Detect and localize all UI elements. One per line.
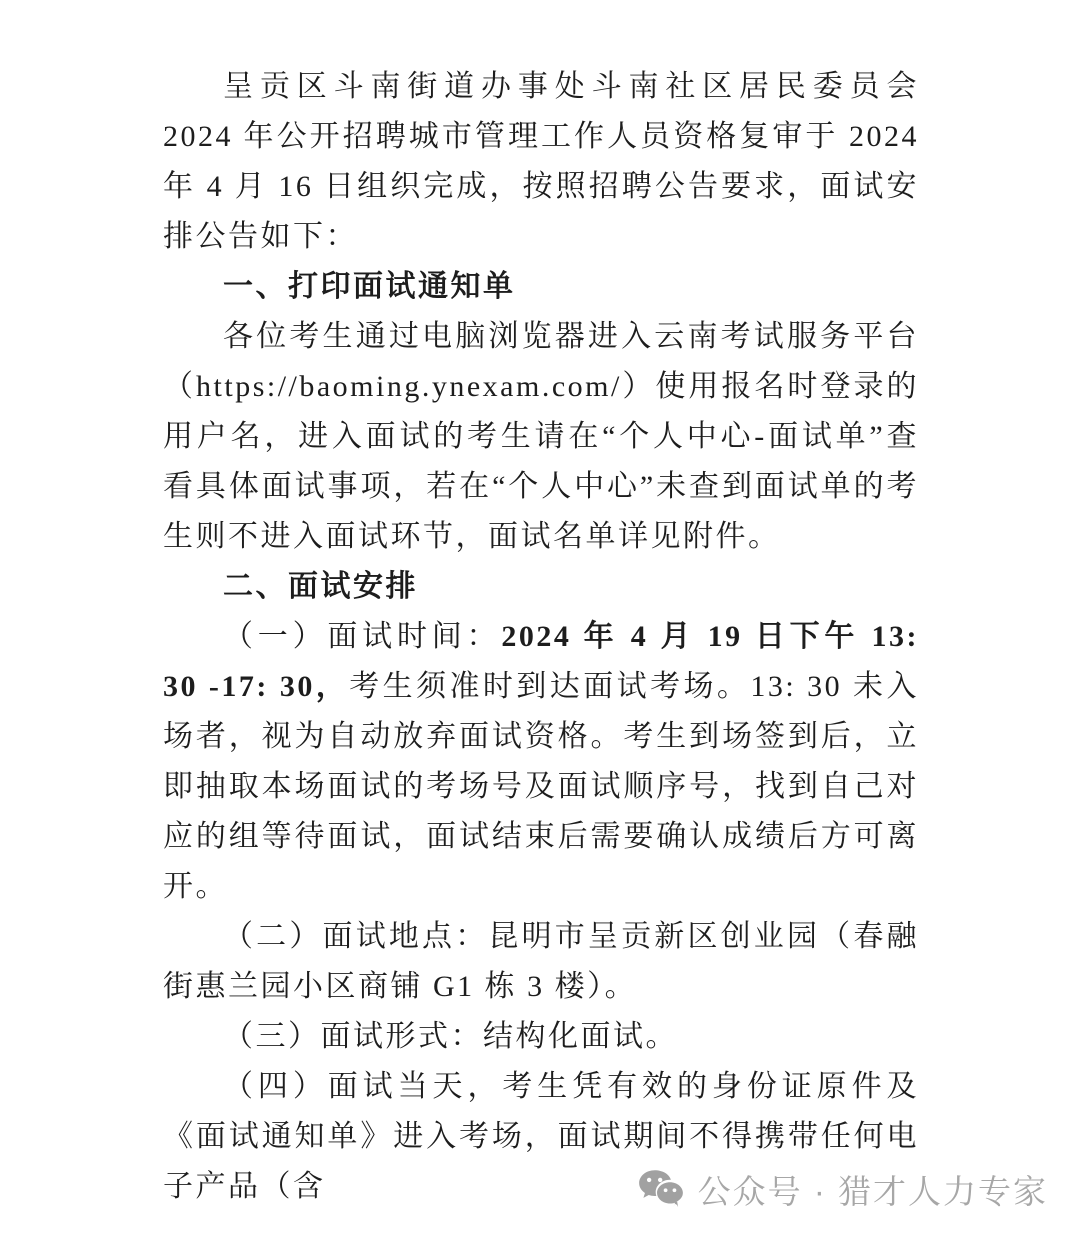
wechat-watermark: [636, 1166, 1048, 1213]
paragraph-print-notice-instructions: [163, 312, 919, 562]
wechat-icon: [636, 1168, 686, 1212]
section1-body-text: 各位考生通过电脑浏览器进入云南考试服务平台（https://baoming.ynexam.com/）使用报名时登录的用户名，进入面试的考生请在“个人中心-面试单”查看具体面试事项，若在“个人中心”未查到面试单的考生则不进入面试环节，面试名单详见附件。: [163, 320, 919, 553]
wechat-account-label: 公众号 · 猎才人力专家: [697, 1173, 1048, 1210]
intro-text: 呈贡区斗南街道办事处斗南社区居民委员会 2024 年公开招聘城市管理工作人员资格复审于 2024 年 4 月 16 日组织完成，按照招聘公告要求，面试安排公告如下：: [163, 70, 919, 253]
heading-2-text: 二、面试安排: [223, 570, 418, 603]
interview-time-value: 2024 年 4 月 19 日下午 13: 30 -17: 30，: [163, 620, 920, 703]
paragraph-interview-format: [163, 1012, 919, 1062]
heading-1-text: 一、打印面试通知单: [223, 270, 516, 303]
paragraph-interview-time: [163, 612, 919, 912]
paragraph-interview-location: [163, 912, 919, 1012]
announcement-document: [163, 62, 919, 1212]
interview-time-details: 考生须准时到达面试考场。13: 30 未入场者，视为自动放弃面试资格。考生到场签到后，立即抽取本场面试的考场号及面试顺序号，找到自己对应的组等待面试，面试结束后需要确认成绩后方可离开。: [163, 670, 919, 903]
interview-format-text: （三）面试形式：结构化面试。: [223, 1020, 678, 1053]
paragraph-intro: [163, 62, 919, 262]
interview-day-rules-text: （四）面试当天，考生凭有效的身份证原件及《面试通知单》进入考场，面试期间不得携带任何电子产品（含: [163, 1070, 919, 1203]
interview-time-label: （一）面试时间：: [223, 620, 502, 653]
interview-location-text: （二）面试地点：昆明市呈贡新区创业园（春融街惠兰园小区商铺 G1 栋 3 楼）。: [163, 920, 919, 1003]
heading-interview-arrangement: [163, 562, 919, 612]
heading-print-interview-notice: [163, 262, 919, 312]
